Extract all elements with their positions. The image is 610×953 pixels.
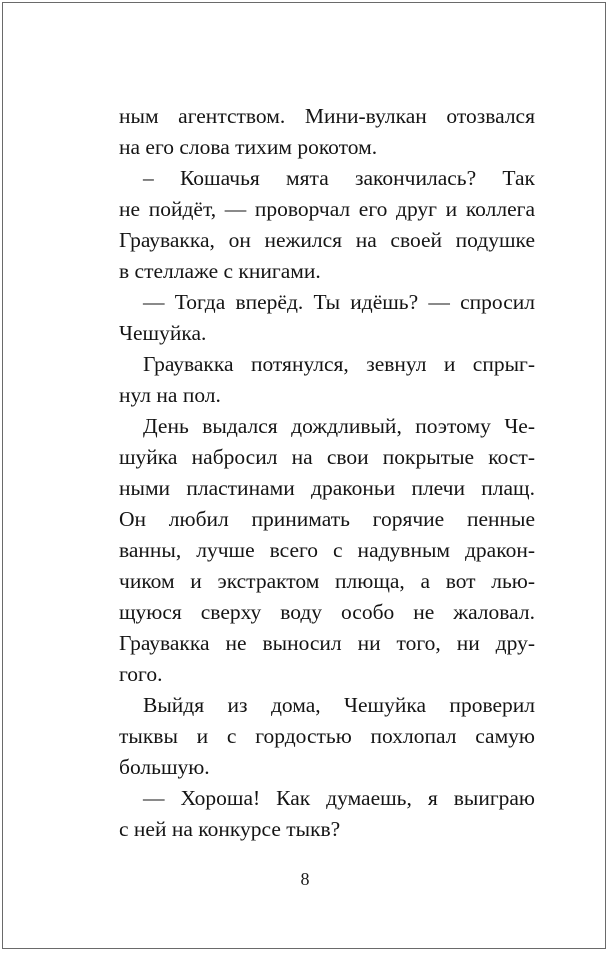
- text-line: — Хороша! Как думаешь, я выиграю: [143, 786, 535, 810]
- text-line: ванны, лучше всего с надувным дракон-: [119, 538, 535, 562]
- text-line: Выйдя из дома, Чешуйка проверил: [143, 693, 535, 717]
- text-line: – Кошачья мята закончилась? Так: [143, 166, 535, 190]
- book-page: [2, 2, 606, 949]
- text-line: шуйка набросил на свои покрытые кост-: [119, 445, 535, 469]
- text-line: чиком и экстрактом плюща, а вот лью-: [119, 569, 535, 593]
- text-line: Он любил принимать горячие пенные: [119, 507, 535, 531]
- text-line: Граувакка потянулся, зевнул и спрыг-: [143, 352, 535, 376]
- text-line: Граувакка не выносил ни того, ни дру-: [119, 631, 535, 655]
- text-line: в стеллаже с книгами.: [119, 259, 321, 283]
- text-line: нул на пол.: [119, 383, 221, 407]
- text-line: с ней на конкурсе тыкв?: [119, 817, 341, 841]
- text-line: ными пластинами драконьи плечи плащ.: [119, 476, 535, 500]
- text-line: тыквы и с гордостью похлопал самую: [119, 724, 535, 748]
- text-line: большую.: [119, 755, 210, 779]
- body-text: [119, 101, 535, 845]
- text-line: щуюся сверху воду особо не жаловал.: [119, 600, 535, 624]
- text-line: не пойдёт, — проворчал его друг и коллега: [119, 197, 535, 221]
- text-line: Граувакка, он нежился на своей подушке: [119, 228, 535, 252]
- text-line: ным агентством. Мини-вулкан отозвался: [119, 104, 535, 128]
- text-line: Чешуйка.: [119, 321, 207, 345]
- text-line: на его слова тихим рокотом.: [119, 135, 378, 159]
- text-line: гого.: [119, 662, 163, 686]
- page-number: 8: [300, 869, 310, 889]
- text-line: — Тогда вперёд. Ты идёшь? — спросил: [143, 290, 535, 314]
- text-line: День выдался дождливый, поэтому Че-: [143, 414, 535, 438]
